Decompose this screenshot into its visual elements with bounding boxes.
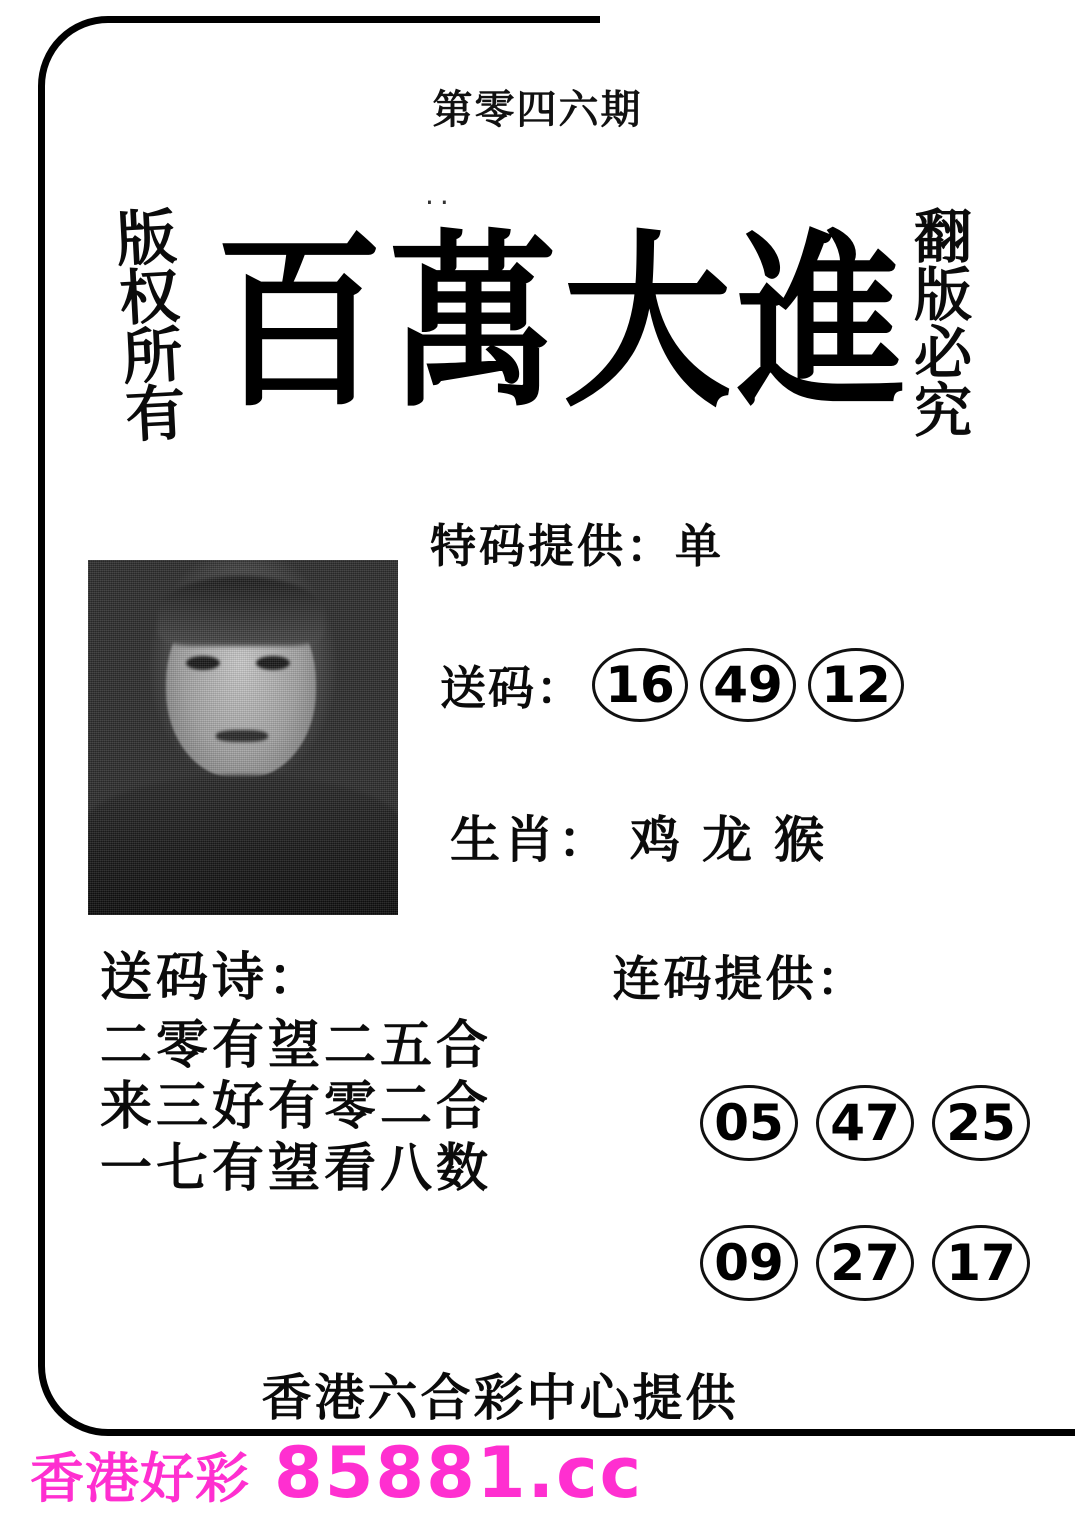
- watermark: [30, 1432, 643, 1514]
- watermark-text: 香港好彩: [30, 1447, 250, 1510]
- copyright-left-vertical: [102, 202, 200, 452]
- poster-border-notch: [600, 10, 1075, 24]
- zodiac-value: 鸡: [630, 811, 684, 869]
- linked-code-ball: 05: [700, 1085, 798, 1161]
- copyright-right-vertical: [900, 203, 986, 445]
- linked-code-ball: 47: [816, 1085, 914, 1161]
- send-code-ball: 49: [700, 648, 796, 722]
- linked-code-ball: 25: [932, 1085, 1030, 1161]
- portrait-photo: [88, 560, 398, 915]
- linked-code-ball: 17: [932, 1225, 1030, 1301]
- copyright-left-char-2: 权: [117, 261, 182, 335]
- poem-line: 一七有望看八数: [100, 1138, 493, 1199]
- send-code-ball: 16: [592, 648, 688, 722]
- zodiac-row: [450, 800, 828, 872]
- linked-code-title: 连码提供：: [612, 951, 868, 1007]
- linked-code-ball: 27: [816, 1225, 914, 1301]
- special-code-line: [430, 510, 724, 576]
- copyright-left-char-3: 所: [120, 320, 185, 394]
- zodiac-label: 生肖：: [450, 811, 612, 869]
- send-code-label: 送码：: [440, 661, 584, 715]
- copyright-right-char-4: 究: [913, 377, 972, 445]
- zodiac-value: 猴: [774, 811, 828, 869]
- send-code-ball: 12: [808, 648, 904, 722]
- poster-title: 百萬大進: [215, 211, 911, 433]
- linked-code-row-1: [700, 1085, 1048, 1161]
- decorative-dots: ..: [425, 178, 455, 211]
- special-code-value: 单: [675, 519, 724, 573]
- send-code-row: [440, 648, 916, 722]
- linked-code-ball: 09: [700, 1225, 798, 1301]
- poem-line: 二零有望二五合: [100, 1016, 493, 1076]
- poem-title: 送码诗：: [100, 948, 325, 1008]
- linked-code-row-2: [700, 1225, 1048, 1301]
- copyright-left-char-1: 版: [114, 202, 179, 276]
- copyright-right-char-1: 翻: [913, 203, 972, 271]
- copyright-right-char-2: 版: [913, 261, 972, 329]
- issue-number: 第零四六期: [432, 87, 643, 133]
- copyright-left-char-4: 有: [123, 378, 188, 452]
- zodiac-value: 龙: [702, 811, 756, 869]
- special-code-label: 特码提供：: [430, 519, 675, 573]
- poem-block: [100, 935, 600, 1200]
- portrait-grain-overlay: [88, 560, 398, 915]
- watermark-site: 85881.cc: [274, 1432, 644, 1514]
- poem-line: 来三好有零二合: [100, 1077, 493, 1138]
- copyright-right-char-3: 必: [913, 319, 972, 387]
- footer-provider: 香港六合彩中心提供: [261, 1369, 739, 1427]
